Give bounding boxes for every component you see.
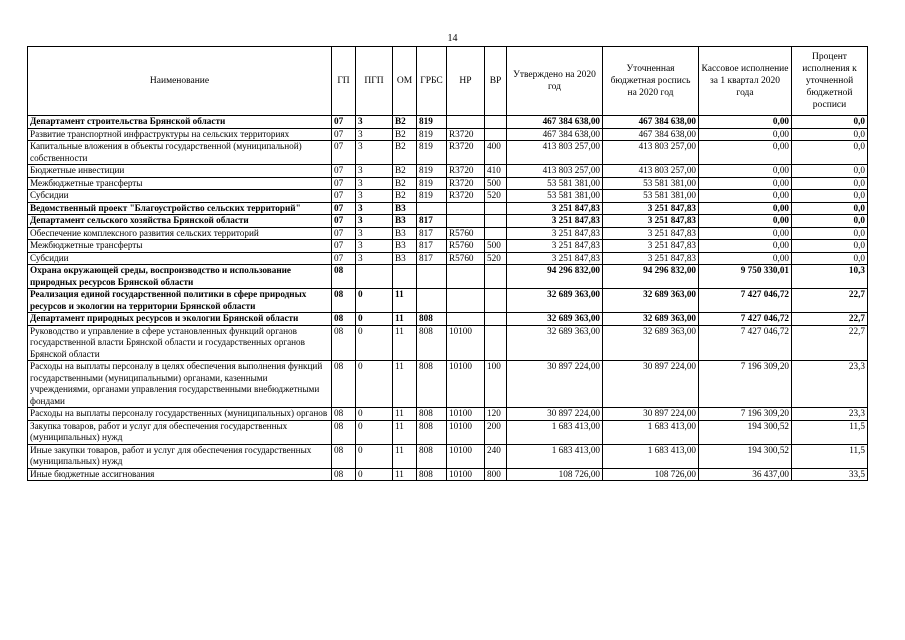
cell-grbs: 817	[417, 240, 447, 253]
cell-om: 11	[393, 361, 417, 408]
table-row	[28, 141, 868, 165]
cell-pgp: 0	[356, 313, 393, 326]
cell-vr: 410	[485, 165, 507, 178]
cell-approved: 413 803 257,00	[507, 141, 603, 165]
cell-name: Расходы на выплаты персоналу в целях обеспечения выполнения функций государственными (муниципальными) органами, казенными учреждениями, органами управления государственными внебюджетными фондами	[28, 361, 332, 408]
cell-refined: 94 296 832,00	[603, 265, 699, 289]
cell-nr: R3720	[447, 177, 485, 190]
cell-cash: 7 196 309,20	[699, 408, 792, 421]
cell-refined: 413 803 257,00	[603, 165, 699, 178]
cell-gp: 08	[332, 361, 356, 408]
header-pgp: ПГП	[356, 47, 393, 116]
cell-name: Департамент строительства Брянской области	[28, 116, 332, 129]
cell-refined: 32 689 363,00	[603, 289, 699, 313]
page-number: 14	[447, 33, 458, 44]
table-row	[28, 361, 868, 408]
cell-grbs: 808	[417, 444, 447, 468]
cell-refined: 3 251 847,83	[603, 227, 699, 240]
cell-nr	[447, 116, 485, 129]
cell-nr	[447, 289, 485, 313]
cell-cash: 0,00	[699, 177, 792, 190]
cell-percent: 22,7	[792, 289, 868, 313]
cell-cash: 9 750 330,01	[699, 265, 792, 289]
cell-nr: 10100	[447, 420, 485, 444]
header-grbs: ГРБС	[417, 47, 447, 116]
cell-gp: 07	[332, 128, 356, 141]
cell-vr: 400	[485, 141, 507, 165]
cell-nr	[447, 215, 485, 228]
cell-cash: 0,00	[699, 252, 792, 265]
cell-pgp: 3	[356, 165, 393, 178]
cell-nr: R3720	[447, 190, 485, 203]
cell-approved: 53 581 381,00	[507, 190, 603, 203]
cell-name: Ведомственный проект "Благоустройство сельских территорий"	[28, 202, 332, 215]
cell-grbs: 819	[417, 165, 447, 178]
cell-om: 11	[393, 420, 417, 444]
cell-grbs: 808	[417, 361, 447, 408]
cell-nr: R3720	[447, 141, 485, 165]
cell-grbs	[417, 202, 447, 215]
table-row	[28, 177, 868, 190]
cell-nr: 10100	[447, 325, 485, 361]
table-row	[28, 408, 868, 421]
cell-cash: 0,00	[699, 190, 792, 203]
cell-refined: 467 384 638,00	[603, 128, 699, 141]
cell-approved: 30 897 224,00	[507, 408, 603, 421]
cell-approved: 1 683 413,00	[507, 420, 603, 444]
cell-gp: 08	[332, 265, 356, 289]
cell-percent: 0,0	[792, 252, 868, 265]
header-approved: Утверждено на 2020 год	[507, 47, 603, 116]
cell-percent: 0,0	[792, 202, 868, 215]
cell-vr: 500	[485, 240, 507, 253]
cell-nr: 10100	[447, 468, 485, 481]
cell-refined: 32 689 363,00	[603, 325, 699, 361]
cell-gp: 07	[332, 240, 356, 253]
cell-percent: 0,0	[792, 177, 868, 190]
header-vr: ВР	[485, 47, 507, 116]
cell-percent: 10,3	[792, 265, 868, 289]
table-row	[28, 240, 868, 253]
cell-grbs: 819	[417, 141, 447, 165]
cell-name: Обеспечение комплексного развития сельских территорий	[28, 227, 332, 240]
cell-gp: 07	[332, 165, 356, 178]
cell-pgp: 0	[356, 408, 393, 421]
cell-name: Капитальные вложения в объекты государственной (муниципальной) собственности	[28, 141, 332, 165]
cell-pgp: 3	[356, 190, 393, 203]
cell-refined: 108 726,00	[603, 468, 699, 481]
cell-name: Иные бюджетные ассигнования	[28, 468, 332, 481]
cell-percent: 22,7	[792, 325, 868, 361]
cell-refined: 3 251 847,83	[603, 215, 699, 228]
cell-vr	[485, 128, 507, 141]
cell-pgp	[356, 265, 393, 289]
cell-nr: 10100	[447, 408, 485, 421]
cell-vr: 240	[485, 444, 507, 468]
cell-gp: 07	[332, 190, 356, 203]
cell-pgp: 0	[356, 444, 393, 468]
cell-name: Субсидии	[28, 190, 332, 203]
cell-percent: 0,0	[792, 116, 868, 129]
cell-om: В3	[393, 202, 417, 215]
cell-grbs: 808	[417, 313, 447, 326]
cell-vr	[485, 116, 507, 129]
table-row	[28, 265, 868, 289]
cell-om: В2	[393, 141, 417, 165]
cell-vr	[485, 215, 507, 228]
cell-approved: 3 251 847,83	[507, 202, 603, 215]
cell-refined: 3 251 847,83	[603, 240, 699, 253]
cell-om: 11	[393, 468, 417, 481]
cell-approved: 3 251 847,83	[507, 252, 603, 265]
cell-cash: 7 196 309,20	[699, 361, 792, 408]
table-row	[28, 202, 868, 215]
cell-pgp: 3	[356, 240, 393, 253]
cell-pgp: 3	[356, 141, 393, 165]
cell-vr	[485, 325, 507, 361]
cell-pgp: 3	[356, 252, 393, 265]
table-row	[28, 215, 868, 228]
cell-om	[393, 265, 417, 289]
cell-name: Реализация единой государственной политики в сфере природных ресурсов и экологии на территории Брянской области	[28, 289, 332, 313]
cell-refined: 3 251 847,83	[603, 202, 699, 215]
cell-approved: 94 296 832,00	[507, 265, 603, 289]
cell-nr	[447, 313, 485, 326]
cell-vr: 520	[485, 190, 507, 203]
cell-percent: 23,3	[792, 361, 868, 408]
cell-cash: 36 437,00	[699, 468, 792, 481]
cell-pgp: 3	[356, 227, 393, 240]
cell-om: В2	[393, 190, 417, 203]
table-row	[28, 128, 868, 141]
cell-approved: 108 726,00	[507, 468, 603, 481]
cell-name: Расходы на выплаты персоналу государственных (муниципальных) органов	[28, 408, 332, 421]
cell-om: 11	[393, 408, 417, 421]
cell-vr	[485, 313, 507, 326]
cell-refined: 30 897 224,00	[603, 408, 699, 421]
cell-refined: 413 803 257,00	[603, 141, 699, 165]
cell-om: В3	[393, 240, 417, 253]
budget-table	[27, 46, 868, 481]
cell-vr: 200	[485, 420, 507, 444]
cell-vr	[485, 227, 507, 240]
cell-pgp: 3	[356, 202, 393, 215]
cell-gp: 07	[332, 252, 356, 265]
table-row	[28, 289, 868, 313]
header-refined: Уточненная бюджетная роспись на 2020 год	[603, 47, 699, 116]
cell-name: Департамент природных ресурсов и экологии Брянской области	[28, 313, 332, 326]
cell-nr: R5760	[447, 240, 485, 253]
cell-name: Бюджетные инвестиции	[28, 165, 332, 178]
cell-om: В3	[393, 227, 417, 240]
cell-om: В2	[393, 165, 417, 178]
cell-approved: 30 897 224,00	[507, 361, 603, 408]
cell-refined: 3 251 847,83	[603, 252, 699, 265]
cell-grbs	[417, 265, 447, 289]
header-om: ОМ	[393, 47, 417, 116]
cell-name: Межбюджетные трансферты	[28, 240, 332, 253]
cell-approved: 3 251 847,83	[507, 227, 603, 240]
header-row	[28, 47, 868, 116]
cell-grbs: 808	[417, 420, 447, 444]
cell-percent: 23,3	[792, 408, 868, 421]
cell-name: Департамент сельского хозяйства Брянской области	[28, 215, 332, 228]
cell-pgp: 0	[356, 420, 393, 444]
cell-percent: 0,0	[792, 227, 868, 240]
cell-om: В2	[393, 177, 417, 190]
header-name: Наименование	[28, 47, 332, 116]
cell-pgp: 0	[356, 468, 393, 481]
cell-grbs: 819	[417, 177, 447, 190]
cell-grbs: 817	[417, 215, 447, 228]
cell-approved: 32 689 363,00	[507, 289, 603, 313]
cell-refined: 1 683 413,00	[603, 444, 699, 468]
cell-vr	[485, 265, 507, 289]
cell-cash: 0,00	[699, 141, 792, 165]
cell-pgp: 3	[356, 215, 393, 228]
cell-cash: 0,00	[699, 215, 792, 228]
cell-percent: 33,5	[792, 468, 868, 481]
cell-refined: 32 689 363,00	[603, 313, 699, 326]
cell-cash: 0,00	[699, 227, 792, 240]
cell-om: 11	[393, 325, 417, 361]
table-row	[28, 468, 868, 481]
cell-gp: 07	[332, 116, 356, 129]
cell-nr: 10100	[447, 444, 485, 468]
cell-grbs: 819	[417, 128, 447, 141]
cell-approved: 413 803 257,00	[507, 165, 603, 178]
cell-name: Охрана окружающей среды, воспроизводство и использование природных ресурсов Брянской области	[28, 265, 332, 289]
table-row	[28, 165, 868, 178]
cell-percent: 0,0	[792, 128, 868, 141]
cell-nr	[447, 202, 485, 215]
cell-gp: 08	[332, 289, 356, 313]
cell-grbs: 817	[417, 252, 447, 265]
header-percent: Процент исполнения к уточненной бюджетной росписи	[792, 47, 868, 116]
cell-cash: 7 427 046,72	[699, 313, 792, 326]
cell-name: Развитие транспортной инфраструктуры на сельских территориях	[28, 128, 332, 141]
cell-pgp: 0	[356, 361, 393, 408]
cell-percent: 22,7	[792, 313, 868, 326]
cell-nr: R3720	[447, 128, 485, 141]
cell-grbs: 819	[417, 190, 447, 203]
cell-cash: 0,00	[699, 116, 792, 129]
table-row	[28, 227, 868, 240]
cell-refined: 1 683 413,00	[603, 420, 699, 444]
cell-nr: R3720	[447, 165, 485, 178]
header-gp: ГП	[332, 47, 356, 116]
cell-approved: 467 384 638,00	[507, 116, 603, 129]
cell-grbs: 808	[417, 408, 447, 421]
cell-gp: 08	[332, 408, 356, 421]
cell-cash: 0,00	[699, 240, 792, 253]
cell-name: Субсидии	[28, 252, 332, 265]
cell-refined: 467 384 638,00	[603, 116, 699, 129]
cell-pgp: 0	[356, 289, 393, 313]
cell-gp: 08	[332, 444, 356, 468]
cell-om: В3	[393, 215, 417, 228]
cell-vr: 120	[485, 408, 507, 421]
cell-approved: 1 683 413,00	[507, 444, 603, 468]
cell-gp: 07	[332, 141, 356, 165]
cell-om: В3	[393, 252, 417, 265]
cell-pgp: 0	[356, 325, 393, 361]
header-nr: НР	[447, 47, 485, 116]
cell-cash: 194 300,52	[699, 420, 792, 444]
cell-gp: 07	[332, 227, 356, 240]
cell-percent: 0,0	[792, 190, 868, 203]
cell-vr	[485, 202, 507, 215]
cell-nr: R5760	[447, 227, 485, 240]
cell-cash: 7 427 046,72	[699, 325, 792, 361]
cell-gp: 08	[332, 325, 356, 361]
cell-approved: 53 581 381,00	[507, 177, 603, 190]
cell-om: 11	[393, 313, 417, 326]
cell-nr: 10100	[447, 361, 485, 408]
cell-cash: 7 427 046,72	[699, 289, 792, 313]
cell-om: 11	[393, 289, 417, 313]
cell-grbs: 817	[417, 227, 447, 240]
table-row	[28, 420, 868, 444]
cell-grbs: 808	[417, 468, 447, 481]
cell-cash: 0,00	[699, 202, 792, 215]
cell-cash: 194 300,52	[699, 444, 792, 468]
cell-gp: 08	[332, 468, 356, 481]
cell-grbs: 808	[417, 325, 447, 361]
cell-name: Закупка товаров, работ и услуг для обеспечения государственных (муниципальных) нужд	[28, 420, 332, 444]
cell-approved: 467 384 638,00	[507, 128, 603, 141]
cell-percent: 0,0	[792, 165, 868, 178]
table-row	[28, 313, 868, 326]
cell-name: Руководство и управление в сфере установленных функций органов государственной власти Брянской области и государственных органов Брянской области	[28, 325, 332, 361]
cell-gp: 07	[332, 202, 356, 215]
cell-percent: 0,0	[792, 215, 868, 228]
cell-approved: 32 689 363,00	[507, 325, 603, 361]
cell-vr: 800	[485, 468, 507, 481]
cell-nr	[447, 265, 485, 289]
cell-name: Межбюджетные трансферты	[28, 177, 332, 190]
cell-pgp: 3	[356, 177, 393, 190]
cell-grbs	[417, 289, 447, 313]
cell-vr: 520	[485, 252, 507, 265]
cell-om: В2	[393, 116, 417, 129]
cell-approved: 3 251 847,83	[507, 215, 603, 228]
cell-percent: 11,5	[792, 420, 868, 444]
cell-cash: 0,00	[699, 128, 792, 141]
header-cash: Кассовое исполнение за 1 квартал 2020 года	[699, 47, 792, 116]
cell-nr: R5760	[447, 252, 485, 265]
cell-percent: 0,0	[792, 141, 868, 165]
table-row	[28, 444, 868, 468]
cell-gp: 08	[332, 420, 356, 444]
cell-vr	[485, 289, 507, 313]
cell-refined: 53 581 381,00	[603, 190, 699, 203]
cell-approved: 3 251 847,83	[507, 240, 603, 253]
cell-name: Иные закупки товаров, работ и услуг для обеспечения государственных (муниципальных) нужд	[28, 444, 332, 468]
cell-vr: 500	[485, 177, 507, 190]
cell-percent: 11,5	[792, 444, 868, 468]
cell-pgp: 3	[356, 128, 393, 141]
table-row	[28, 325, 868, 361]
cell-refined: 53 581 381,00	[603, 177, 699, 190]
cell-vr: 100	[485, 361, 507, 408]
cell-pgp: 3	[356, 116, 393, 129]
cell-percent: 0,0	[792, 240, 868, 253]
cell-gp: 07	[332, 177, 356, 190]
cell-gp: 08	[332, 313, 356, 326]
table-row	[28, 190, 868, 203]
cell-om: 11	[393, 444, 417, 468]
cell-cash: 0,00	[699, 165, 792, 178]
cell-grbs: 819	[417, 116, 447, 129]
cell-refined: 30 897 224,00	[603, 361, 699, 408]
table-row	[28, 252, 868, 265]
cell-gp: 07	[332, 215, 356, 228]
cell-om: В2	[393, 128, 417, 141]
cell-approved: 32 689 363,00	[507, 313, 603, 326]
table-row	[28, 116, 868, 129]
